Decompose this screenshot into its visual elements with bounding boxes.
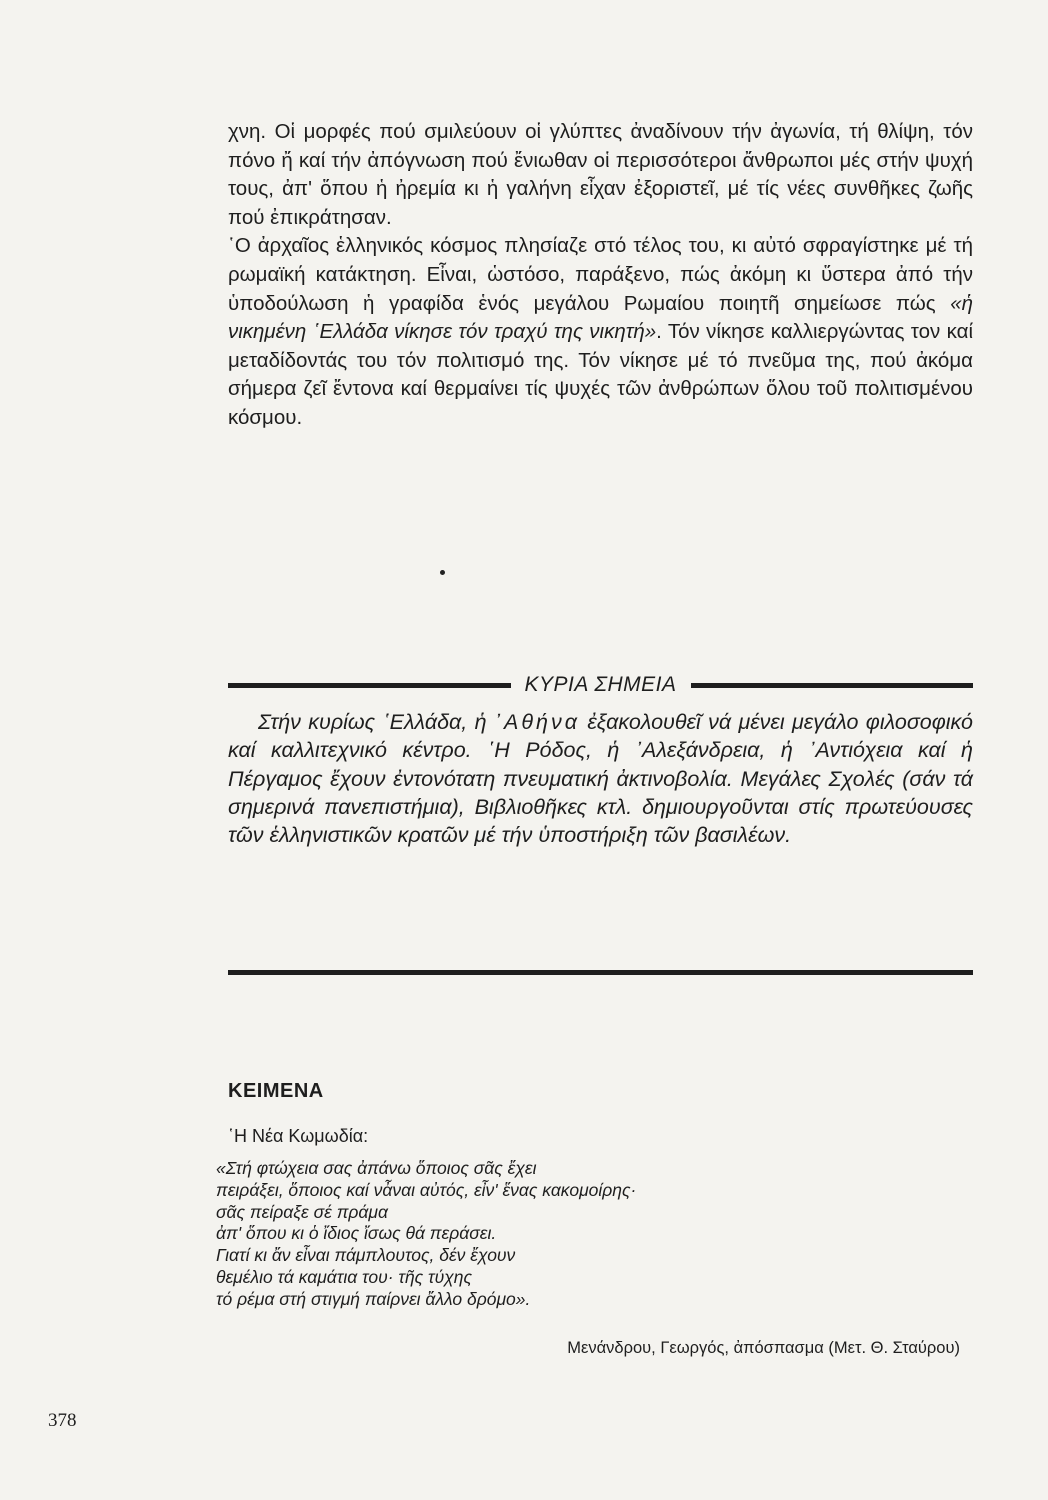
quote-line: ἀπ' ὅπου κι ὁ ἴδιος ἴσως θά περάσει. — [216, 1223, 497, 1244]
quote-line: «Στή φτώχεια σας ἀπάνω ὅποιος σᾶς ἔχει — [216, 1158, 537, 1178]
menander-quote — [216, 1158, 916, 1311]
paragraph-1: χνη. Οἱ μορφές πού σμιλεύουν οἱ γλύπτες ἀναδίνουν τήν ἀγωνία, τή θλίψη, τόν πόνο ἤ καί τήν ἀπόγνωση πού ἔνιωθαν οἱ περισσότεροι ἄνθρωποι μές στήν ψυχή τους, ἀπ' ὅπου ἡ ἠρεμία κι ἡ γαλήνη εἶχαν ἐξοριστεῖ, μέ τίς νέες συνθῆκες ζωῆς πού ἐπικράτησαν. — [228, 120, 973, 229]
texts-subtitle: ῾Η Νέα Κωμωδία: — [228, 1126, 369, 1146]
paragraph-2-start: ῾Ο ἀρχαῖος ἑλληνικός κόσμος πλησίαζε στό τέλος του, κι αὐτό σφραγίστηκε μέ τή ρωμαϊκή κατάκτηση. Εἶναι, ὡστόσο, παράξενο, πώς ἀκόμη κι ὕστερα ἀπό τήν ὑποδούλωση ἡ γραφίδα ἑνός μεγάλου Ρωμαίου ποιητῆ σημείωσε πώς — [228, 234, 973, 315]
quote-line: τό ρέμα στή στιγμή παίρνει ἄλλο δρόμο». — [216, 1288, 531, 1309]
separator-dot — [440, 570, 445, 575]
paragraph-2 — [228, 232, 973, 432]
athens-emphasis: ᾿Αθήνα — [493, 710, 581, 734]
key-points-text-end: ἐξακολουθεῖ νά μένει μεγάλο φιλοσοφικό καί καλλιτεχνικό κέντρο. ῾Η Ρόδος, ἡ ᾿Αλεξάνδρεια, ἡ ᾿Αντιόχεια καί ἡ Πέργαμος ἔχουν ἐντονότατη πνευματική ἀκτινοβολία. Μεγάλες Σχολές (σάν τά σημερινά πανεπιστήμια), Βιβλιοθῆκες κτλ. δημιουργοῦνται στίς πρωτεύουσες τῶν ἑλληνιστικῶν κρατῶν μέ τήν ὑποστήριξη τῶν βασιλέων. — [228, 710, 973, 848]
quote-line: Γιατί κι ἄν εἶναι πάμπλουτος, δέν ἔχουν — [216, 1245, 516, 1266]
paragraph-2-end: . Τόν νίκησε καλλιεργώντας τον καί μεταδίδοντάς του τόν πολιτισμό της. Τόν νίκησε μέ τό πνεῦμα της, πού ἀκόμα σήμερα ζεῖ ἔντονα καί θερμαίνει τίς ψυχές τῶν ἀνθρώπων ὅλου τοῦ πολιτισμένου κόσμου. — [228, 320, 974, 429]
key-points-text — [228, 708, 973, 849]
header-rule-left — [228, 683, 511, 688]
key-points-title: ΚΥΡΙΑ ΣΗΜΕΙΑ — [524, 673, 677, 696]
header-rule-right — [691, 683, 974, 688]
key-points-header — [228, 670, 973, 700]
page-number: 378 — [48, 1410, 77, 1431]
key-points-bottom-rule — [228, 970, 973, 975]
quote-line: θεμέλιο τά καμάτια του· τῆς τύχης — [216, 1266, 472, 1287]
key-points-text-start: Στήν κυρίως ῾Ελλάδα, ἡ — [258, 710, 494, 734]
quote-source: Μενάνδρου, Γεωργός, ἀπόσπασμα (Μετ. Θ. Σταύρου) — [567, 1339, 960, 1357]
main-body-text — [228, 118, 973, 433]
texts-heading: ΚΕΙΜΕΝΑ — [228, 1080, 324, 1102]
quote-line: πειράξει, ὅποιος καί νἆναι αὐτός, εἶν' ἕνας κακομοίρης· — [216, 1179, 637, 1200]
horace-quote: «ἡ νικημένη ῾Ελλάδα νίκησε τόν τραχύ της νικητή» — [228, 291, 973, 344]
quote-line: σᾶς πείραξε σέ πράμα — [216, 1201, 388, 1222]
